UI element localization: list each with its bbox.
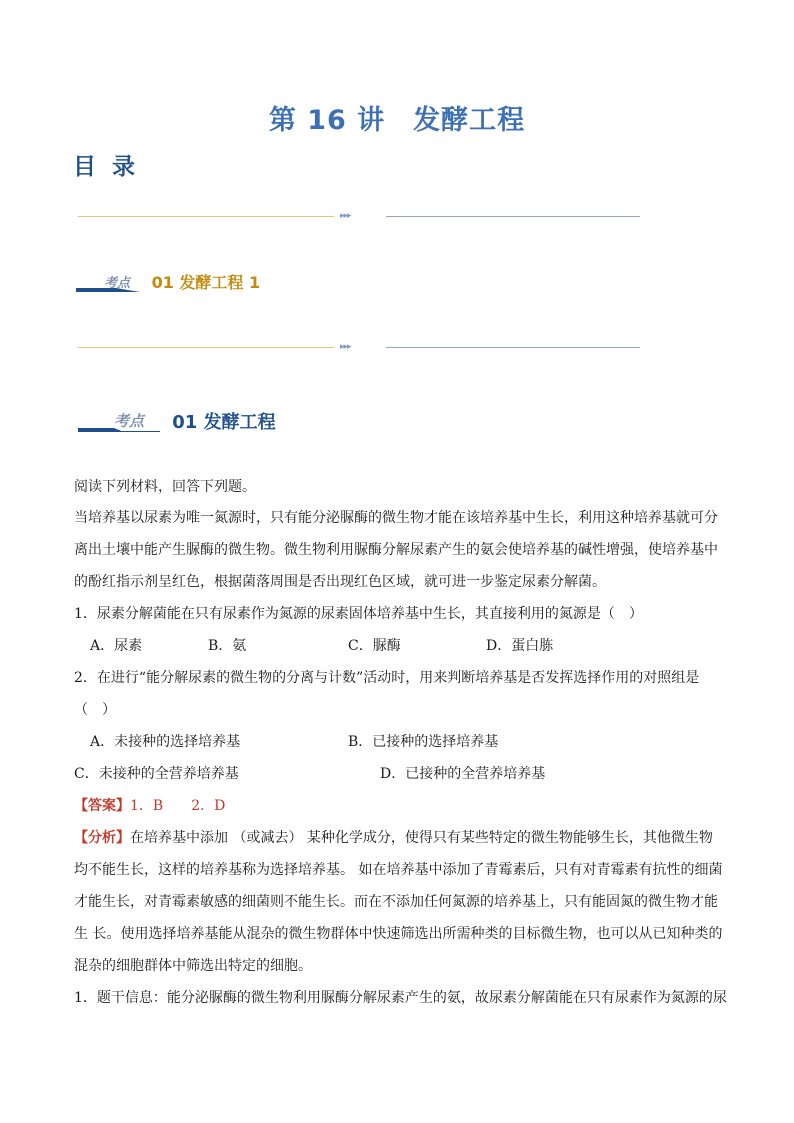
- material-line: 离出土壤中能产生脲酶的微生物。微生物利用脲酶分解尿素产生的氨会使培养基的碱性增强，使培养基中: [74, 542, 718, 558]
- analysis-line: 【分析】在培养基中添加 （或减去） 某种化学成分，使得只有某些特定的微生物能够生长，其他微生物: [74, 830, 713, 846]
- toc-entry-text: 01 发酵工程 1: [151, 273, 261, 292]
- analysis-line: 生 长。使用选择培养基能从混杂的微生物群体中快速筛选出所需种类的目标微生物，也可以从已知种类的: [74, 926, 723, 942]
- divider-bottom: ▸▸▸: [78, 343, 640, 353]
- toc-entry[interactable]: [76, 270, 260, 294]
- section-heading-text: 01 发酵工程: [172, 412, 276, 433]
- material-line: 的酚红指示剂呈红色，根据菌落周围是否出现红色区域，就可进一步鉴定尿素分解菌。: [74, 574, 606, 590]
- material-intro: 阅读下列材料，回答下列题。: [74, 479, 256, 495]
- question-2-stem: 2．在进行“能分解尿素的微生物的分离与计数”活动时，用来判断培养基是否发挥选择作用的对照组是: [74, 670, 700, 686]
- toc-heading: 目 录: [73, 154, 140, 180]
- question-2-option-b: B．已接种的选择培养基: [348, 734, 499, 750]
- question-1-option-a: A．尿素: [90, 638, 143, 654]
- analysis-line: 1．题干信息：能分泌脲酶的微生物利用脲酶分解尿素产生的氨，故尿素分解菌能在只有尿素作为氮源的尿: [74, 990, 727, 1006]
- answer-text: 1．B 2．D: [130, 798, 226, 814]
- question-2-option-d: D．已接种的全营养培养基: [380, 766, 546, 782]
- answer-tag: 【答案】: [74, 798, 130, 814]
- question-1-stem: 1．尿素分解菌能在只有尿素作为氮源的尿素固体培养基中生长，其直接利用的氮源是（ ）: [74, 606, 643, 622]
- section-heading: [78, 408, 276, 434]
- question-2-option-a: A．未接种的选择培养基: [90, 734, 241, 750]
- question-1-option-d: D．蛋白胨: [486, 638, 554, 654]
- question-1-option-b: B．氨: [208, 638, 247, 654]
- material-line: 当培养基以尿素为唯一氮源时，只有能分泌脲酶的微生物才能在该培养基中生长，利用这种培养基就可分: [74, 510, 718, 526]
- toc-badge: 考点: [76, 274, 140, 294]
- analysis-line: 混杂的细胞群体中筛选出特定的细胞。: [74, 958, 312, 974]
- analysis-line: 均不能生长，这样的培养基称为选择培养基。 如在培养基中添加了青霉素后，只有对青霉素有抗性的细菌: [74, 862, 723, 878]
- page-title: 第 16 讲 发酵工程: [268, 105, 526, 136]
- question-1-option-c: C．脲酶: [348, 638, 401, 654]
- question-2-stem-cont: （ ）: [74, 702, 116, 718]
- answer-line: [74, 795, 225, 815]
- divider-top: ▸▸▸: [78, 212, 640, 222]
- analysis-tag: 【分析】: [74, 830, 130, 846]
- analysis-line: 才能生长，对青霉素敏感的细菌则不能生长。而在不添加任何氮源的培养基上，只有能固氮的微生物才能: [74, 894, 718, 910]
- question-2-option-c: C．未接种的全营养培养基: [74, 766, 239, 782]
- section-badge: 考点: [78, 412, 160, 434]
